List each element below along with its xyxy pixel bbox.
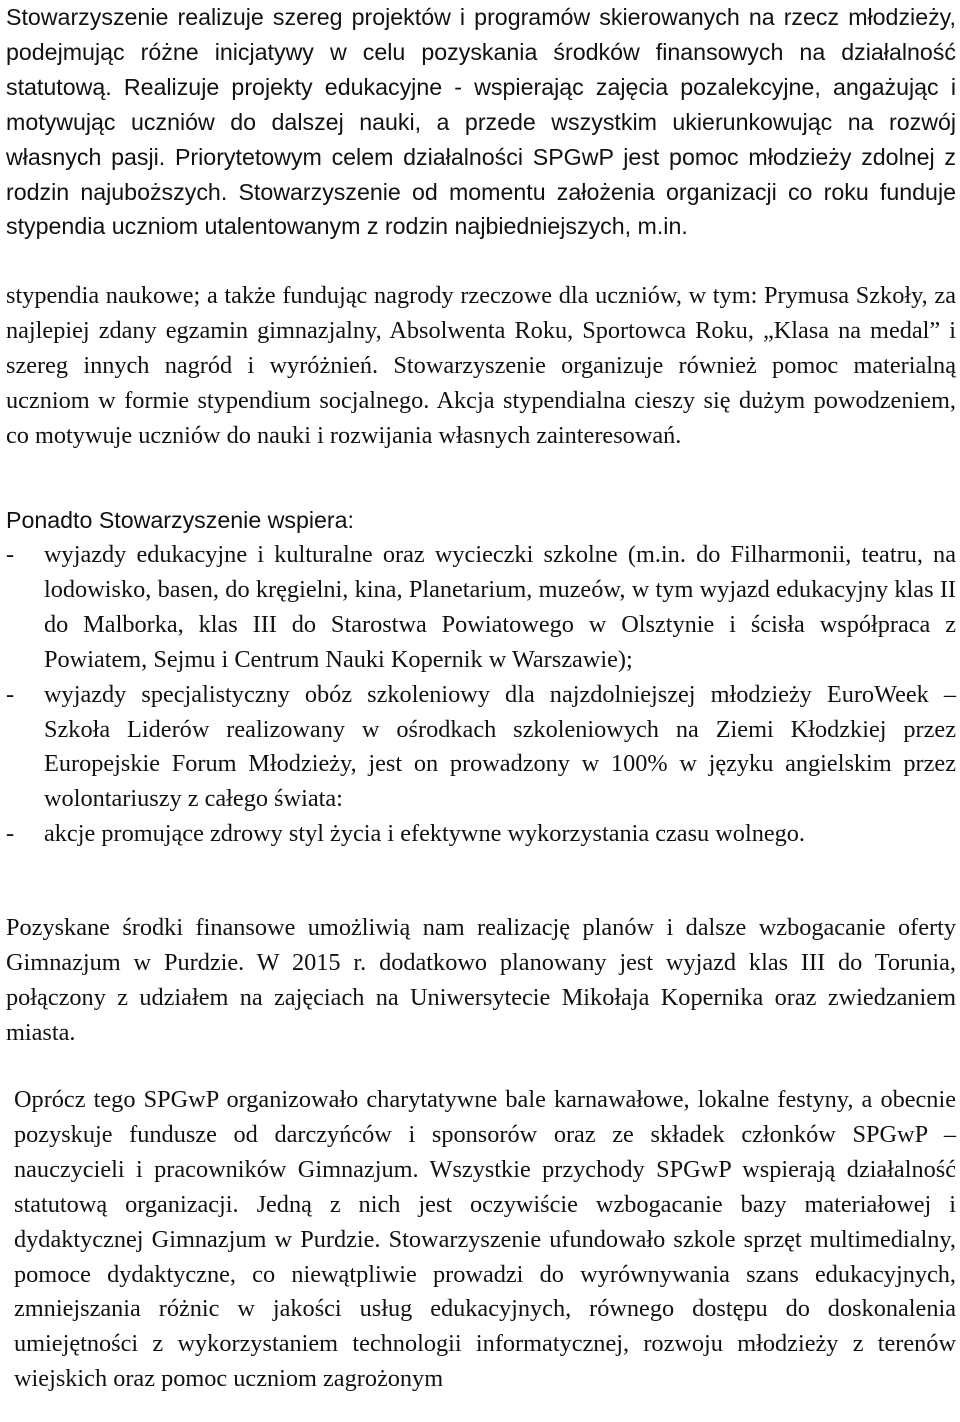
support-intro-text: Ponadto Stowarzyszenie wspiera: [6, 507, 354, 533]
funds-paragraph [6, 911, 956, 1051]
bullet-dash: - [6, 541, 15, 568]
scholarships-text: stypendia naukowe; a także fundując nagrody rzeczowe dla uczniów, w tym: Prymusa Szkoły, za najlepiej zdany egzamin gimnazjalny, Absolwenta Roku, Sportowca Roku, „Klasa na medal” i szereg innych nagród i wyróżnień. Stowarzyszenie organizuje również pomoc materialną uczniom w formie stypendium socjalnego. Akcja stypendialna cieszy się dużym powodzeniem, co motywuje uczniów do nauki i rozwijania własnych zainteresowań. [6, 282, 956, 449]
intro-paragraph [6, 0, 956, 244]
bullet-dash: - [6, 680, 15, 708]
list-item [6, 538, 956, 678]
funds-text: Pozyskane środki finansowe umożliwią nam realizację planów i dalsze wzbogacanie oferty Gimnazjum w Purdzie. W 2015 r. dodatkowo planowany jest wyjazd klas III do Torunia, połączony z udziałem na zajęciach na Uniwersytecie Mikołaja Kopernika oraz zwiedzaniem miasta. [6, 914, 956, 1046]
list-item-text: wyjazdy specjalistyczny obóz szkoleniowy dla najzdolniejszej młodzieży EuroWeek – Szkoła Liderów realizowany w ośrodkach szkoleniowych na Ziemi Kłodzkiej przez Europejskie Forum Młodzieży, jest on prowadzony w 100% w języku angielskim przez wolontariuszy z całego świata: [44, 680, 956, 813]
other-activities-paragraph [14, 1083, 956, 1397]
list-item-text: wyjazdy edukacyjne i kulturalne oraz wycieczki szkolne (m.in. do Filharmonii, teatru, na lodowisko, basen, do kręgielni, kina, Planetarium, muzeów, w tym wyjazd edukacyjny klas II do Malborka, klas III do Starostwa Powiatowego w Olsztynie i ścisła współpraca z Powiatem, Sejmu i Centrum Nauki Kopernik w Warszawie); [44, 541, 956, 673]
bullet-dash: - [6, 820, 15, 848]
intro-text: Stowarzyszenie realizuje szereg projektów i programów skierowanych na rzecz młodzieży, podejmując różne inicjatywy w celu pozyskania środków finansowych na działalność statutową. Realizuje projekty edukacyjne - wspierając zajęcia pozalekcyjne, angażując i motywując uczniów do dalszej nauki, a przede wszystkim ukierunkowując na rozwój własnych pasji. Priorytetowym celem działalności SPGwP jest pomoc młodzieży zdolnej z rodzin najuboższych. Stowarzyszenie od momentu założenia organizacji co roku funduje stypendia uczniom utalentowanym z rodzin najbiedniejszych, m.in. [6, 4, 956, 240]
support-intro [6, 503, 956, 538]
other-activities-text: Oprócz tego SPGwP organizowało charytatywne bale karnawałowe, lokalne festyny, a obecnie pozyskuje fundusze od darczyńców i sponsorów oraz ze składek członków SPGwP – nauczycieli i pracowników Gimnazjum. Wszystkie przychody SPGwP wspierają działalność statutową organizacji. Jedną z nich jest oczywiście wzbogacanie bazy materiałowej i dydaktycznej Gimnazjum w Purdzie. Stowarzyszenie ufundowało szkole sprzęt multimedialny, pomoce dydaktyczne, co niewątpliwie prowadzi do wyrównywania szans edukacyjnych, zmniejszania różnic w jakości usług edukacyjnych, równego dostępu do doskonalenia umiejętności z wykorzystaniem technologii informatycznej, rozwoju młodzieży z terenów wiejskich oraz pomoc uczniom zagrożonym [14, 1086, 956, 1393]
scholarships-paragraph [6, 279, 956, 454]
support-list [6, 538, 956, 852]
list-item [6, 817, 956, 852]
list-item-text: akcje promujące zdrowy styl życia i efektywne wykorzystania czasu wolnego. [44, 820, 806, 848]
list-item [6, 678, 956, 818]
